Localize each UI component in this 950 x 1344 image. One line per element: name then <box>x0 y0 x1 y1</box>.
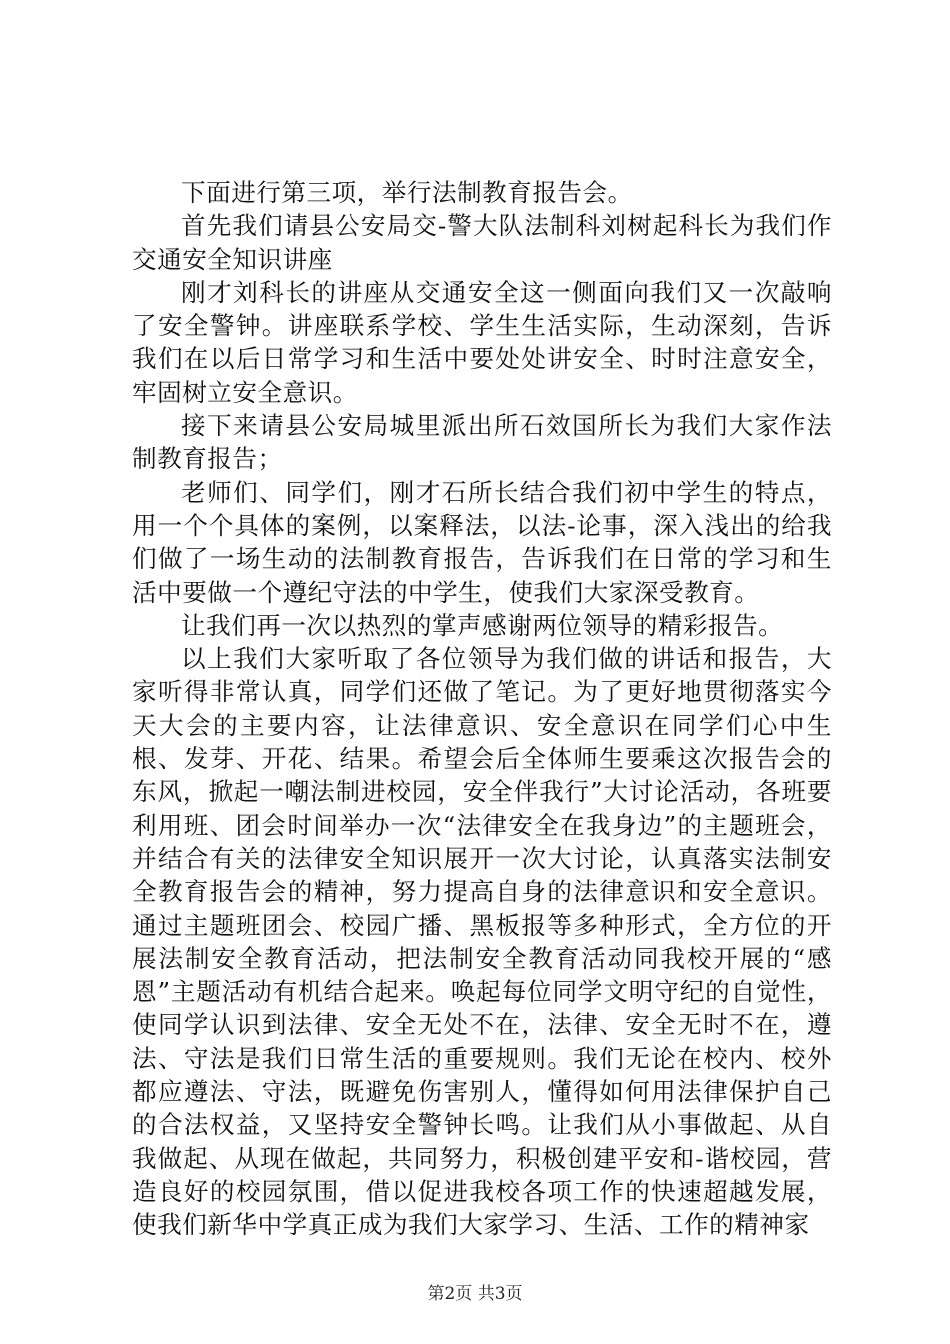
paragraph-legal-report-summary: 老师们、同学们，刚才石所长结合我们初中学生的特点，用一个个具体的案例，以案释法，以法-论事，深入浅出的给我们做了一场生动的法制教育报告，告诉我们在日常的学习和生活中要做一个遵纪守法的中学生，使我们大家深受教育。 <box>132 477 832 607</box>
document-body <box>132 176 832 1242</box>
paragraph-closing-remarks: 以上我们大家听取了各位领导为我们做的讲话和报告，大家听得非常认真，同学们还做了笔记。为了更好地贯彻落实今天大会的主要内容，让法律意识、安全意识在同学们心中生根、发芽、开花、结果。希望会后全体师生要乘这次报告会的东风，掀起一嘲法制进校园，安全伴我行”大讨论活动，各班要利用班、团会时间举办一次“法律安全在我身边”的主题班会，并结合有关的法律安全知识展开一次大讨论，认真落实法制安全教育报告会的精神，努力提高自身的法律意识和安全意识。通过主题班团会、校园广播、黑板报等多种形式，全方位的开展法制安全教育活动，把法制安全教育活动同我校开展的“感恩”主题活动有机结合起来。唤起每位同学文明守纪的自觉性，使同学认识到法律、安全无处不在，法律、安全无时不在，遵法、守法是我们日常生活的重要规则。我们无论在校内、校外都应遵法、守法，既避免伤害别人，懂得如何用法律保护自己的合法权益，又坚持安全警钟长鸣。让我们从小事做起、从自我做起、从现在做起，共同努力，积极创建平安和-谐校园，营造良好的校园氛围，借以促进我校各项工作的快速超越发展，使我们新华中学真正成为我们大家学习、生活、工作的精神家 <box>132 644 832 1240</box>
paragraph-traffic-lecture-intro: 首先我们请县公安局交-警大队法制科刘树起科长为我们作交通安全知识讲座 <box>132 211 832 274</box>
paragraph-agenda-item-three: 下面进行第三项，举行法制教育报告会。 <box>181 178 633 207</box>
page-number-footer: 第2页 共3页 <box>427 1284 523 1304</box>
paragraph-legal-report-intro: 接下来请县公安局城里派出所石效国所长为我们大家作法制教育报告； <box>132 411 832 474</box>
paragraph-applause-thanks: 让我们再一次以热烈的掌声感谢两位领导的精彩报告。 <box>181 610 784 640</box>
paragraph-traffic-lecture-summary: 刚才刘科长的讲座从交通安全这一侧面向我们又一次敲响了安全警钟。讲座联系学校、学生生活实际，生动深刻，告诉我们在以后日常学习和生活中要处处讲安全、时时注意安全，牢固树立安全意识。 <box>132 277 832 407</box>
